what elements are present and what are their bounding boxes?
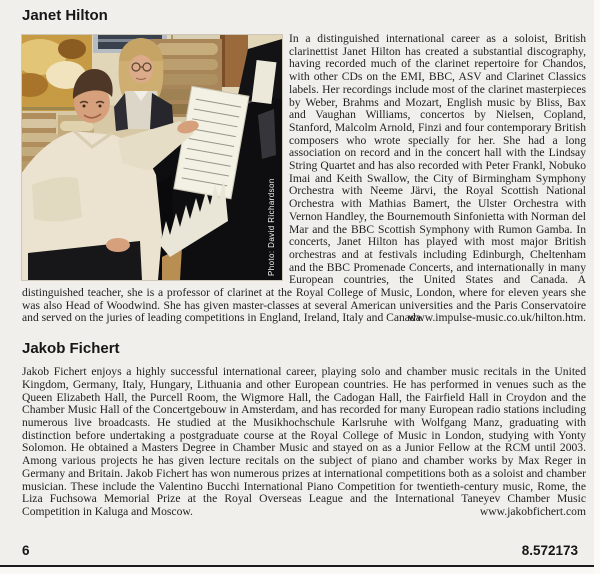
page-footer — [22, 543, 578, 558]
photo-illustration — [22, 35, 282, 280]
section-janet-hilton — [22, 7, 586, 325]
janet-bio-block — [22, 33, 586, 325]
janet-bio-text: In a distinguished international career as a soloist, British clarinettist Janet Hilton has created a substantial discography, having recorded much of the clarinet repertoire for Chandos, with other CDs on the EMI, BBC, ASV and Clarinet Classics labels. Her recordings include most of the clarinet masterpieces by Weber, Brahms and Mozart, English music by Bliss, Bax and Vaughan Williams, concertos by Nielsen, Copland, Stanford, Malcolm Arnold, Finzi and four contemporary British composers who wrote specially for her. She had a long association on record and in the concert hall with the Lindsay String Quartet and has also recorded with Peter Frankl, Nobuko Imai and Keith Swallow, the City of Birmingham Symphony Orchestra with Neeme Järvi, the Royal Scottish National Orchestra with Mathias Bamert, the Ulster Orchestra with Vernon Handley, the Bournemouth Sinfonietta with Norman del Mar and the BBC Scottish Symphony with Rumon Gamba. In concerts, Janet Hilton has played with most major British orchestras and at festivals including Edinburgh, Cheltenham and the BBC Promenade Concerts, and internationally in many European countries, the United States and Canada. A distinguished teacher, she is a professor of clarinet at the Royal College of Music, London, where for eleven years she was also Head of Woodwind. She has given master-classes at several American universities and the Paris Conservatoire and served on the juries of leading competitions in England, Ireland, Italy and Canada. — [22, 32, 586, 325]
jakob-website: www.jakobfichert.com — [479, 504, 586, 518]
section-jakob-fichert — [22, 340, 586, 518]
catalog-number: 8.572173 — [521, 543, 578, 558]
below-rule-margin — [0, 567, 600, 574]
janet-piano-photo — [22, 35, 282, 280]
photo-credit: Photo: David Richardson — [267, 178, 276, 276]
janet-website: www.impulse-music.co.uk/hilton.htm. — [408, 311, 586, 325]
page-number: 6 — [22, 543, 30, 558]
jakob-heading: Jakob Fichert — [22, 340, 120, 358]
scan-edge-strip — [594, 0, 600, 574]
jakob-bio-text: Jakob Fichert enjoys a highly successful international career, playing solo and chamber music recitals in the United Kingdom, Germany, Italy, Hungary, Lithuania and other European countries. He has performed in venues such as the Queen Elizabeth Hall, the Purcell Room, the Wigmore Hall, the Cadogan Hall, the Fairfield Hall in Croydon and the Chamber Music Hall of the Concertgebouw in Amsterdam, and has recorded for many European radio stations including numerous live broadcasts. He studied at the Musikhochschule Karlsruhe with Wolfgang Manz, graduating with distinction before undertaking a postgraduate course at the Royal College of Music in London, studying with Yonty Solomon. He obtained a Masters Degree in Chamber Music and stayed on as a Junior Fellow at the RCM until 2003. Among various projects he has given lecture recitals on the subject of piano and chamber works by Max Reger in Germany and Britain. Jakob Fichert has won numerous prizes at international competitions both as a soloist and chamber musician. These include the Valentino Bucchi International Piano Competition for twentieth-century music, Rome, the Liza Fuchsowa Memorial Prize at the Royal Overseas League and the International Taneyev Chamber Music Competition in Kaluga and Moscow. — [22, 365, 586, 518]
janet-heading: Janet Hilton — [22, 7, 108, 24]
